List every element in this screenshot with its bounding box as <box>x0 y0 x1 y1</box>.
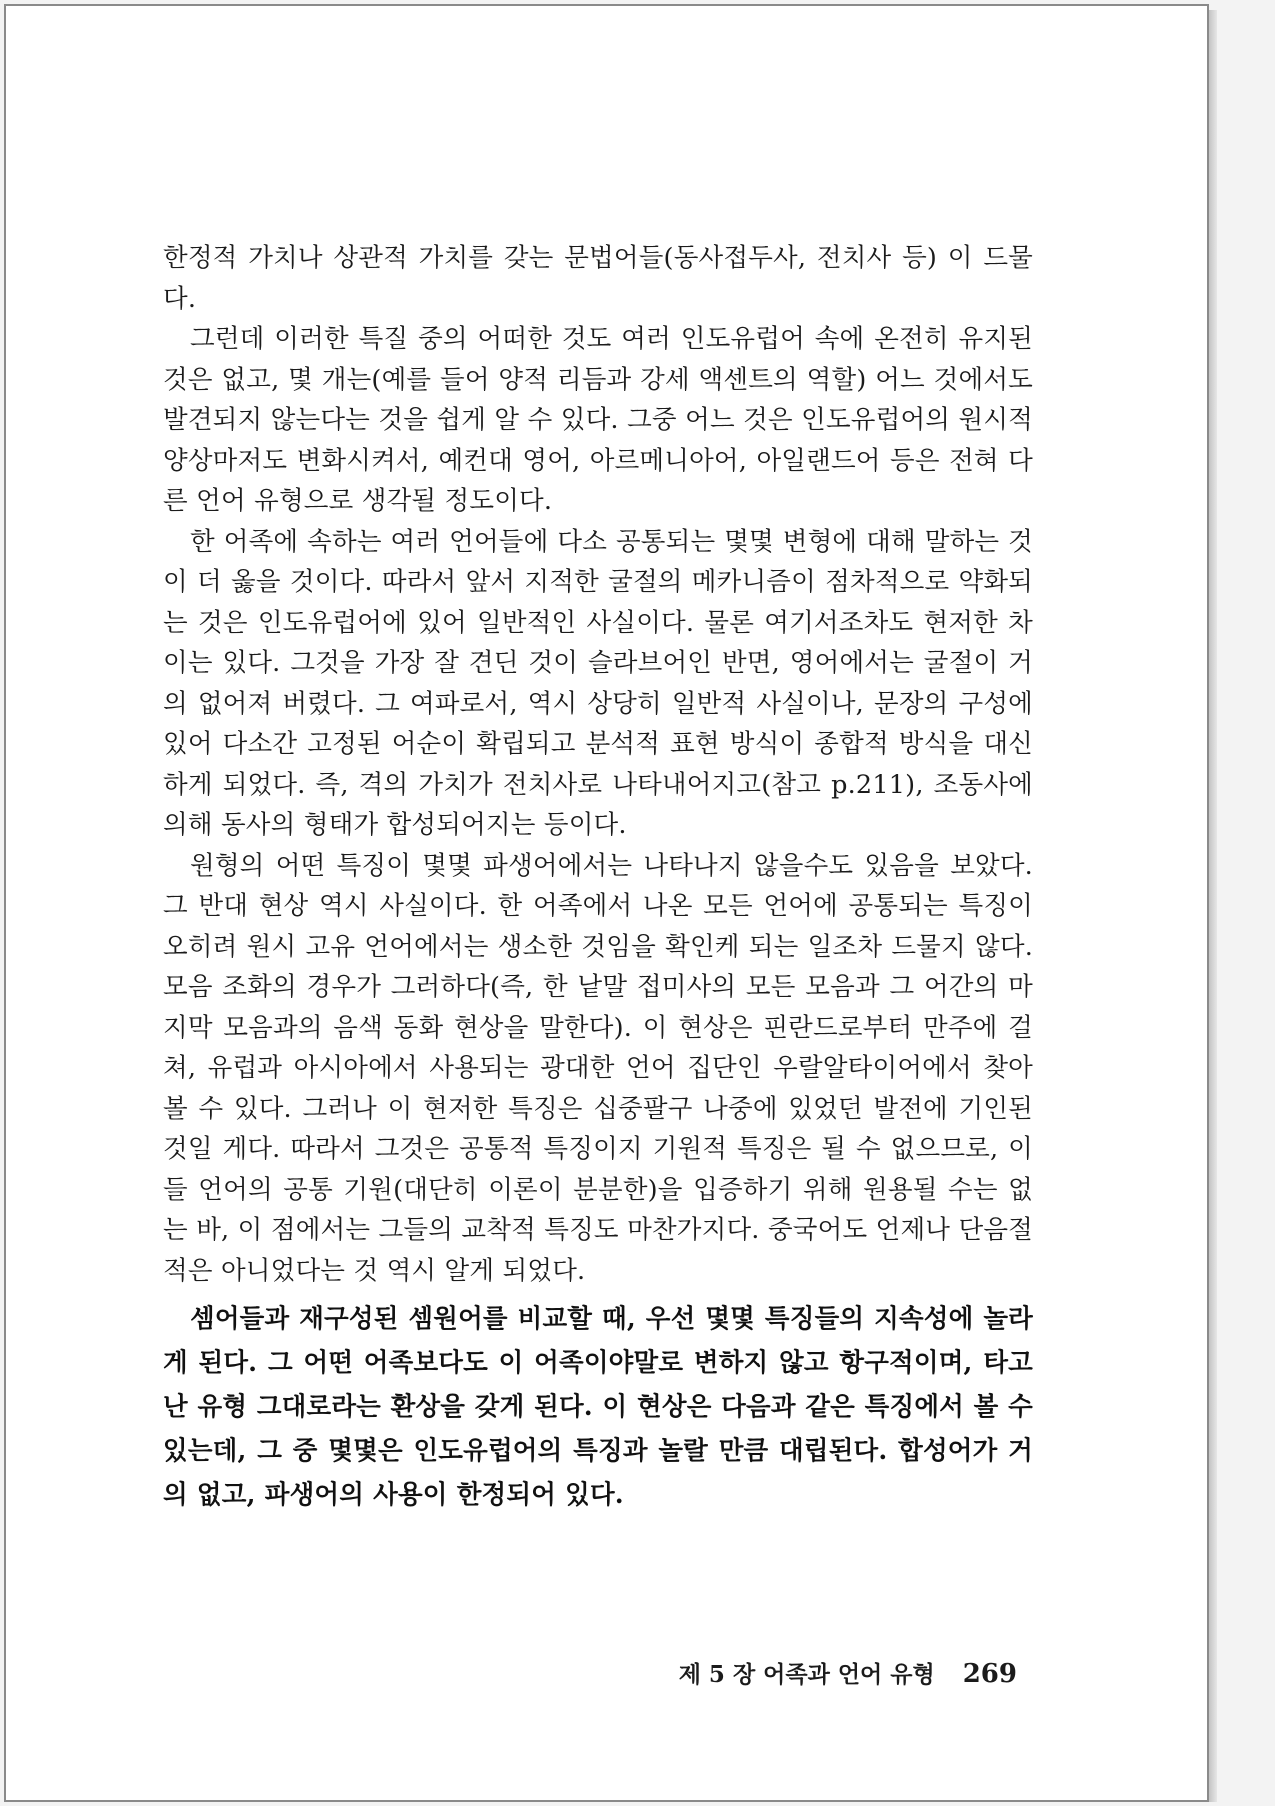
paragraph: 원형의 어떤 특징이 몇몇 파생어에서는 나타나지 않을수도 있음을 보았다. 그 반대 현상 역시 사실이다. 한 어족에서 나온 모든 언어에 공통되는 특징이 오히려 원시 고유 언어에서는 생소한 것임을 확인케 되는 일조차 드물지 않다. 모음 조화의 경우가 그러하다(즉, 한 낱말 접미사의 모든 모음과 그 어간의 마지막 모음과의 음색 동화 현상을 말한다). 이 현상은 핀란드로부터 만주에 걸쳐, 유럽과 아시아에서 사용되는 광대한 언어 집단인 우랄알타이어에서 찾아 볼 수 있다. 그러나 이 현저한 특징은 십중팔구 나중에 있었던 발전에 기인된 것일 게다. 따라서 그것은 공통적 특징이지 기원적 특징은 될 수 없으므로, 이들 언어의 공통 기원(대단히 이론이 분분한)을 입증하기 위해 원용될 수는 없는 바, 이 점에서는 그들의 교착적 특징도 마찬가지다. 중국어도 언제나 단음절적은 아니었다는 것 역시 알게 되었다. <box>163 850 1033 1286</box>
paragraph-continued: 한정적 가치나 상관적 가치를 갖는 문법어들(동사접두사, 전치사 등) 이 드물다. <box>163 243 1033 314</box>
running-footer <box>679 1656 1017 1689</box>
paragraph: 그런데 이러한 특질 중의 어떠한 것도 여러 인도유럽어 속에 온전히 유지된 것은 없고, 몇 개는(예를 들어 양적 리듬과 강세 액센트의 역할) 어느 것에서도 발견되지 않는다는 것을 쉽게 알 수 있다. 그중 어느 것은 인도유럽어의 원시적 양상마저도 변화시켜서, 예컨대 영어, 아르메니아어, 아일랜드어 등은 전혀 다른 언어 유형으로 생각될 정도이다. <box>163 324 1033 516</box>
page-number: 269 <box>962 1659 1017 1689</box>
paragraph: 한 어족에 속하는 여러 언어들에 다소 공통되는 몇몇 변형에 대해 말하는 것이 더 옳을 것이다. 따라서 앞서 지적한 굴절의 메카니즘이 점차적으로 약화되는 것은 인도유럽어에 있어 일반적인 사실이다. 물론 여기서조차도 현저한 차이는 있다. 그것을 가장 잘 견딘 것이 슬라브어인 반면, 영어에서는 굴절이 거의 없어져 버렸다. 그 여파로서, 역시 상당히 일반적 사실이나, 문장의 구성에 있어 다소간 고정된 어순이 확립되고 분석적 표현 방식이 종합적 방식을 대신하게 되었다. 즉, 격의 가치가 전치사로 나타내어지고(참고 p.211), 조동사에 의해 동사의 형태가 합성되어지는 등이다. <box>163 526 1033 840</box>
chapter-title: 제 5 장 어족과 언어 유형 <box>678 1661 935 1688</box>
page-edge-shadow <box>1209 10 1217 1802</box>
body-text <box>163 238 1033 1517</box>
paragraph-bold: 셈어들과 재구성된 셈원어를 비교할 때, 우선 몇몇 특징들의 지속성에 놀라게 된다. 그 어떤 어족보다도 이 어족이야말로 변하지 않고 항구적이며, 타고난 유형 그대로라는 환상을 갖게 된다. 이 현상은 다음과 같은 특징에서 볼 수 있는데, 그 중 몇몇은 인도유럽어의 특징과 놀랄 만큼 대립된다. 합성어가 거의 없고, 파생어의 사용이 한정되어 있다. <box>163 1304 1033 1510</box>
